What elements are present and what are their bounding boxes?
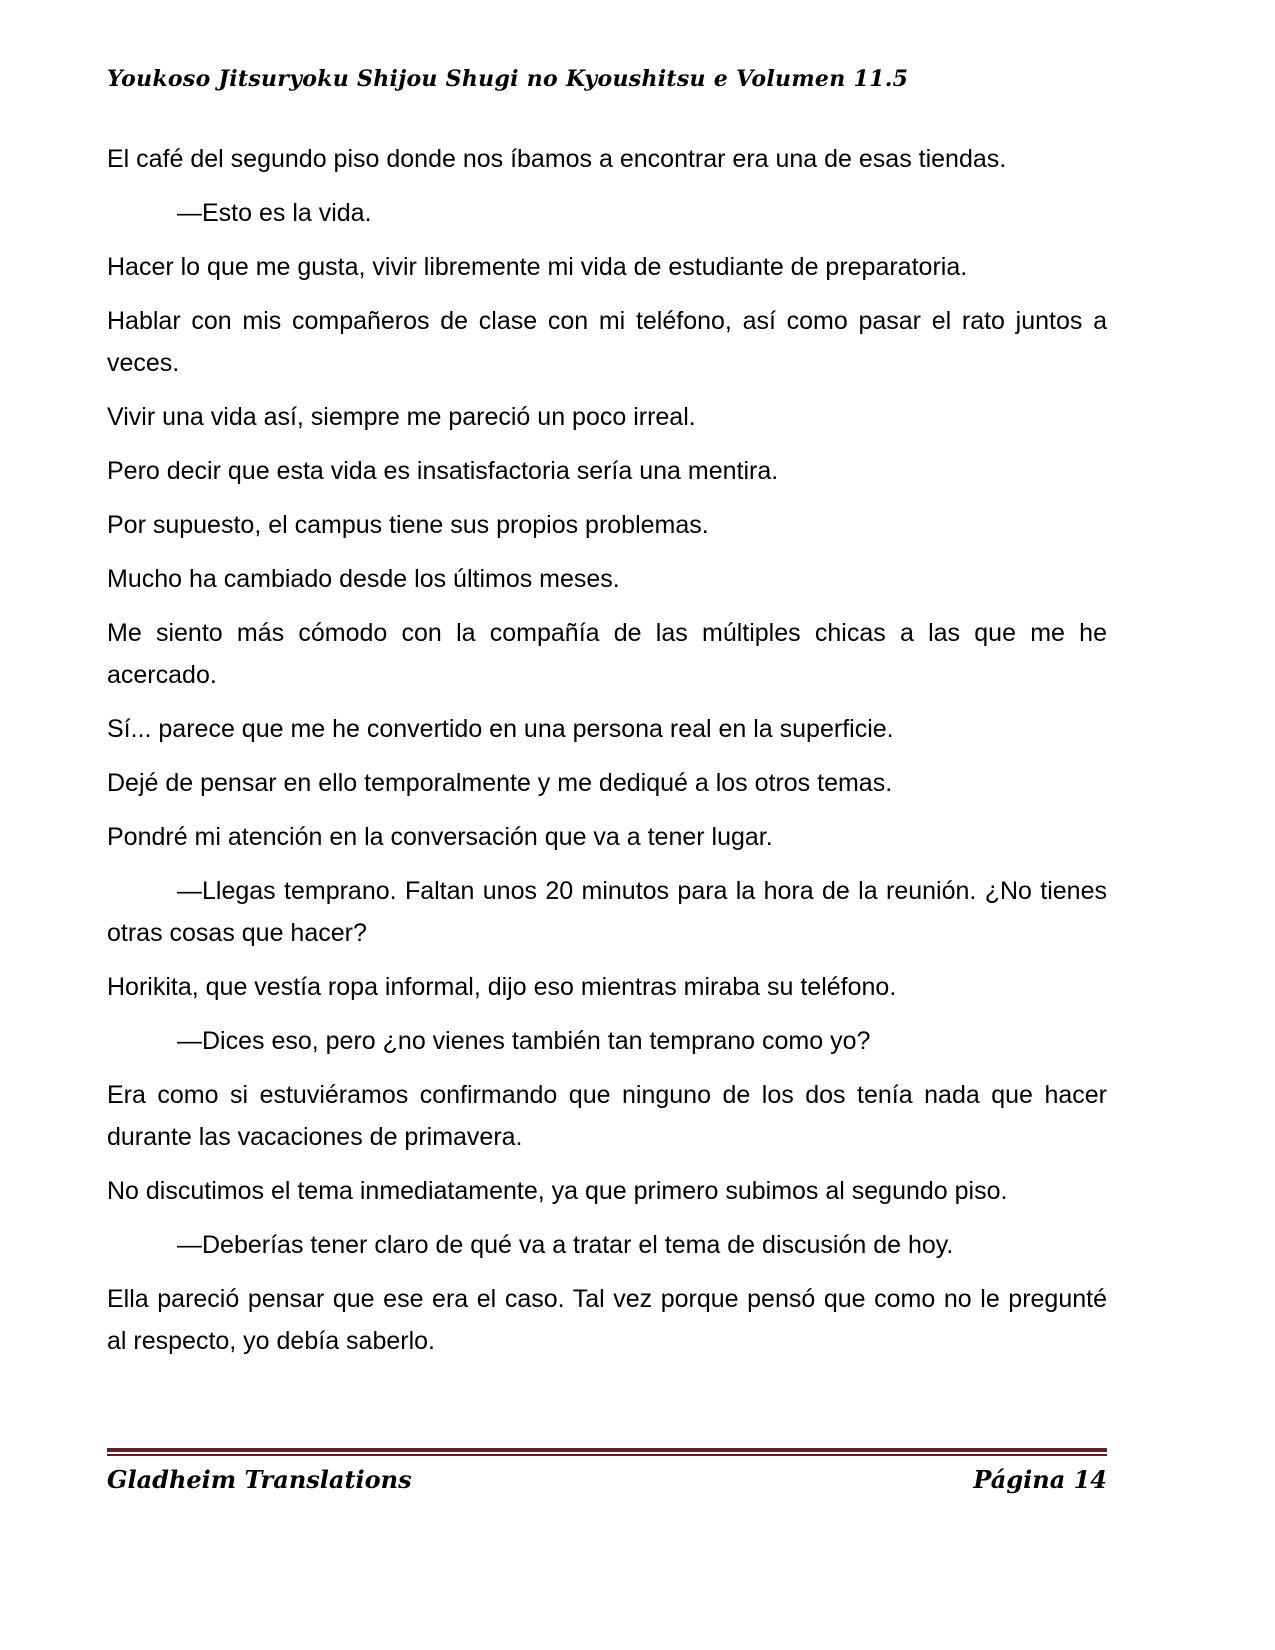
- paragraph: Pondré mi atención en la conversación que va a tener lugar.: [107, 823, 773, 851]
- paragraph: Ella pareció pensar que ese era el caso. Tal vez porque pensó que como no le pregunté al respecto, yo debía saberlo.: [107, 1285, 1107, 1355]
- header-title: Youkoso Jitsuryoku Shijou Shugi no Kyoushitsu e Volumen 11.5: [107, 66, 909, 92]
- document-body: [107, 138, 1107, 1374]
- paragraph: Dejé de pensar en ello temporalmente y me dediqué a los otros temas.: [107, 769, 893, 797]
- paragraph: Por supuesto, el campus tiene sus propios problemas.: [107, 511, 709, 539]
- footer-rule-thick: [107, 1448, 1107, 1452]
- paragraph: Hablar con mis compañeros de clase con mi teléfono, así como pasar el rato juntos a veces.: [107, 307, 1107, 377]
- footer-row: [107, 1465, 1107, 1494]
- page-footer: [107, 1448, 1107, 1494]
- paragraph: Pero decir que esta vida es insatisfactoria sería una mentira.: [107, 457, 779, 485]
- paragraph: Mucho ha cambiado desde los últimos meses.: [107, 565, 620, 593]
- paragraph: —Esto es la vida.: [177, 199, 372, 227]
- paragraph: Sí... parece que me he convertido en una persona real en la superficie.: [107, 715, 894, 743]
- paragraph: Vivir una vida así, siempre me pareció un poco irreal.: [107, 403, 696, 431]
- paragraph: No discutimos el tema inmediatamente, ya que primero subimos al segundo piso.: [107, 1177, 1008, 1205]
- paragraph: Horikita, que vestía ropa informal, dijo eso mientras miraba su teléfono.: [107, 973, 897, 1001]
- paragraph: —Dices eso, pero ¿no vienes también tan temprano como yo?: [177, 1027, 871, 1055]
- paragraph: Hacer lo que me gusta, vivir libremente mi vida de estudiante de preparatoria.: [107, 253, 968, 281]
- page-header: [107, 66, 1107, 92]
- paragraph: —Llegas temprano. Faltan unos 20 minutos para la hora de la reunión. ¿No tienes otras cosas que hacer?: [107, 877, 1107, 947]
- footer-rule-thin: [107, 1454, 1107, 1456]
- paragraph: —Deberías tener claro de qué va a tratar el tema de discusión de hoy.: [177, 1231, 954, 1259]
- paragraph: El café del segundo piso donde nos íbamos a encontrar era una de esas tiendas.: [107, 145, 1007, 173]
- paragraph: Me siento más cómodo con la compañía de las múltiples chicas a las que me he acercado.: [107, 619, 1107, 689]
- footer-translator-credit: Gladheim Translations: [107, 1465, 412, 1494]
- footer-page-number: Página 14: [973, 1465, 1107, 1494]
- paragraph: Era como si estuviéramos confirmando que ninguno de los dos tenía nada que hacer durante las vacaciones de primavera.: [107, 1081, 1107, 1151]
